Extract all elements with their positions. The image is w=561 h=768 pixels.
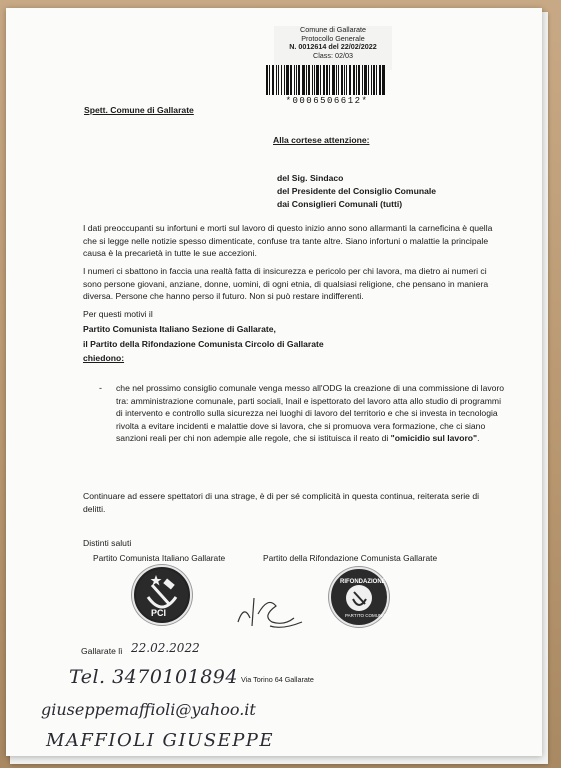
- barcode-number: *0006506612*: [285, 96, 369, 106]
- request-bullet-quote: "omicidio sul lavoro": [390, 433, 478, 444]
- barcode-bar: [382, 65, 385, 95]
- barcode-bar: [376, 65, 377, 95]
- place-label: Gallarate lì: [81, 646, 123, 656]
- right-party-name: Partito della Rifondazione Comunista Gallarate: [263, 553, 438, 563]
- left-party-name: Partito Comunista Italiano Gallarate: [93, 553, 226, 563]
- barcode-bar: [371, 65, 372, 95]
- signature: [232, 592, 310, 632]
- barcode-bar: [379, 65, 381, 95]
- protocol-class: Class: 02/03: [313, 50, 353, 60]
- request-bullet-end: .: [477, 433, 480, 444]
- paragraph-1: I dati preoccupanti su infortuni e morti sul lavoro di questo inizio anno sono allarmanti la carneficina è quella che si legge nelle notizie spesso dimenticate, confuse tra tante altre. Siano infortuni o malattie la principale causa è la precarietà in tutte le sue accezioni.: [83, 223, 493, 259]
- request-bullet: [116, 382, 506, 445]
- barcode-bar: [336, 65, 337, 95]
- handwritten-phone: Tel. 3470101894: [69, 666, 238, 688]
- barcode-bar: [368, 65, 369, 95]
- barcode-bar: [281, 65, 283, 95]
- barcode-bar: [338, 65, 339, 95]
- paragraph-2: I numeri ci sbattono in faccia una realtà fatta di insicurezza e pericolo per chi lavora, ma dietro ai numeri ci sono persone giovani, anziane, donne, uomini, di ogni etnia, di qualsiasi religione, che pensano in maniera diversa. Persone che hanno perso il futuro. Non si può restare indifferenti.: [83, 266, 489, 302]
- paragraph-3: Per questi motivi il: [83, 309, 153, 319]
- attention-mayor: del Sig. Sindaco: [277, 173, 344, 183]
- barcode-bar: [323, 65, 325, 95]
- party-pci: Partito Comunista Italiano Sezione di Gallarate,: [83, 324, 276, 334]
- barcode-bar: [316, 65, 319, 95]
- barcode-bar: [272, 65, 275, 95]
- protocol-barcode: [264, 65, 390, 105]
- barcode-bar: [306, 65, 307, 95]
- protocol-municipality: Comune di Gallarate: [300, 25, 366, 34]
- barcode-bar: [290, 65, 292, 95]
- protocol-number: N. 0012614 del 22/02/2022: [289, 42, 377, 51]
- barcode-bar: [326, 65, 328, 95]
- barcode-bar: [332, 65, 335, 95]
- barcode-bar: [286, 65, 289, 95]
- bullet-dash: -: [99, 383, 102, 393]
- letter-page: [6, 8, 542, 756]
- barcode-bar: [320, 65, 321, 95]
- attention-label: Alla cortese attenzione:: [273, 135, 370, 145]
- pci-logo-text: PCI: [151, 608, 167, 618]
- barcode-bar: [353, 65, 355, 95]
- barcode-bar: [276, 65, 277, 95]
- handwritten-name: MAFFIOLI GIUSEPPE: [46, 730, 275, 751]
- barcode-bar: [294, 65, 295, 95]
- greeting: Distinti saluti: [83, 538, 132, 548]
- barcode-bar: [302, 65, 305, 95]
- barcode-bar: [349, 65, 352, 95]
- barcode-bar: [266, 65, 268, 95]
- handwritten-email: giuseppemaffioli@yahoo.it: [41, 700, 256, 719]
- barcode-bar: [284, 65, 285, 95]
- prc-logo-text-top: RIFONDAZIONE: [340, 579, 386, 585]
- barcode-bar: [346, 65, 347, 95]
- prc-logo: [329, 567, 392, 627]
- barcode-bar: [308, 65, 310, 95]
- barcode-bar: [358, 65, 360, 95]
- attention-president: del Presidente del Consiglio Comunale: [277, 186, 437, 196]
- party-prc: il Partito della Rifondazione Comunista Circolo di Gallarate: [83, 339, 324, 349]
- barcode-bar: [278, 65, 279, 95]
- recipient: Spett. Comune di Gallarate: [84, 105, 194, 115]
- barcode-bar: [329, 65, 330, 95]
- attention-councillors: dai Consiglieri Comunali (tutti): [277, 199, 403, 209]
- prc-logo-text-bottom: PARTITO COMUNISTA: [345, 613, 392, 618]
- closing-paragraph: Continuare ad essere spettatori di una strage, è di per sé complicità in questa continua, reiterata serie di delitti.: [83, 491, 480, 514]
- barcode-bar: [356, 65, 357, 95]
- barcode-bar: [344, 65, 345, 95]
- protocol-stamp: [274, 26, 392, 70]
- barcode-bar: [312, 65, 313, 95]
- barcode-bar: [373, 65, 375, 95]
- protocol-registry: Protocollo Generale: [301, 33, 365, 43]
- barcode-bar: [314, 65, 315, 95]
- barcode-bar: [269, 65, 270, 95]
- barcode-bar: [298, 65, 300, 95]
- address: Via Torino 64 Gallarate: [241, 675, 314, 684]
- handwritten-date: 22.02.2022: [131, 641, 200, 655]
- request-label: chiedono:: [83, 353, 125, 363]
- barcode-bar: [362, 65, 363, 95]
- barcode-bar: [341, 65, 343, 95]
- barcode-bar: [364, 65, 367, 95]
- barcode-bar: [296, 65, 297, 95]
- pci-logo: [132, 565, 192, 625]
- request-bullet-text: che nel prossimo consiglio comunale venga messo all'ODG la creazione di una commissione di lavoro tra: amministrazione comunale, parti sociali, Inail e ispettorato del lavoro atta allo studio di programmi di intervento e controllo sulla sicurezza nei luoghi di lavoro del territorio e che si investa in tecnologia rivolta a evitare incidenti e malattie dove si lavora, che si promuova vera formazione, che ci siano sanzioni reali per chi non adempie alle regole, che si istituisca il reato di: [116, 383, 505, 444]
